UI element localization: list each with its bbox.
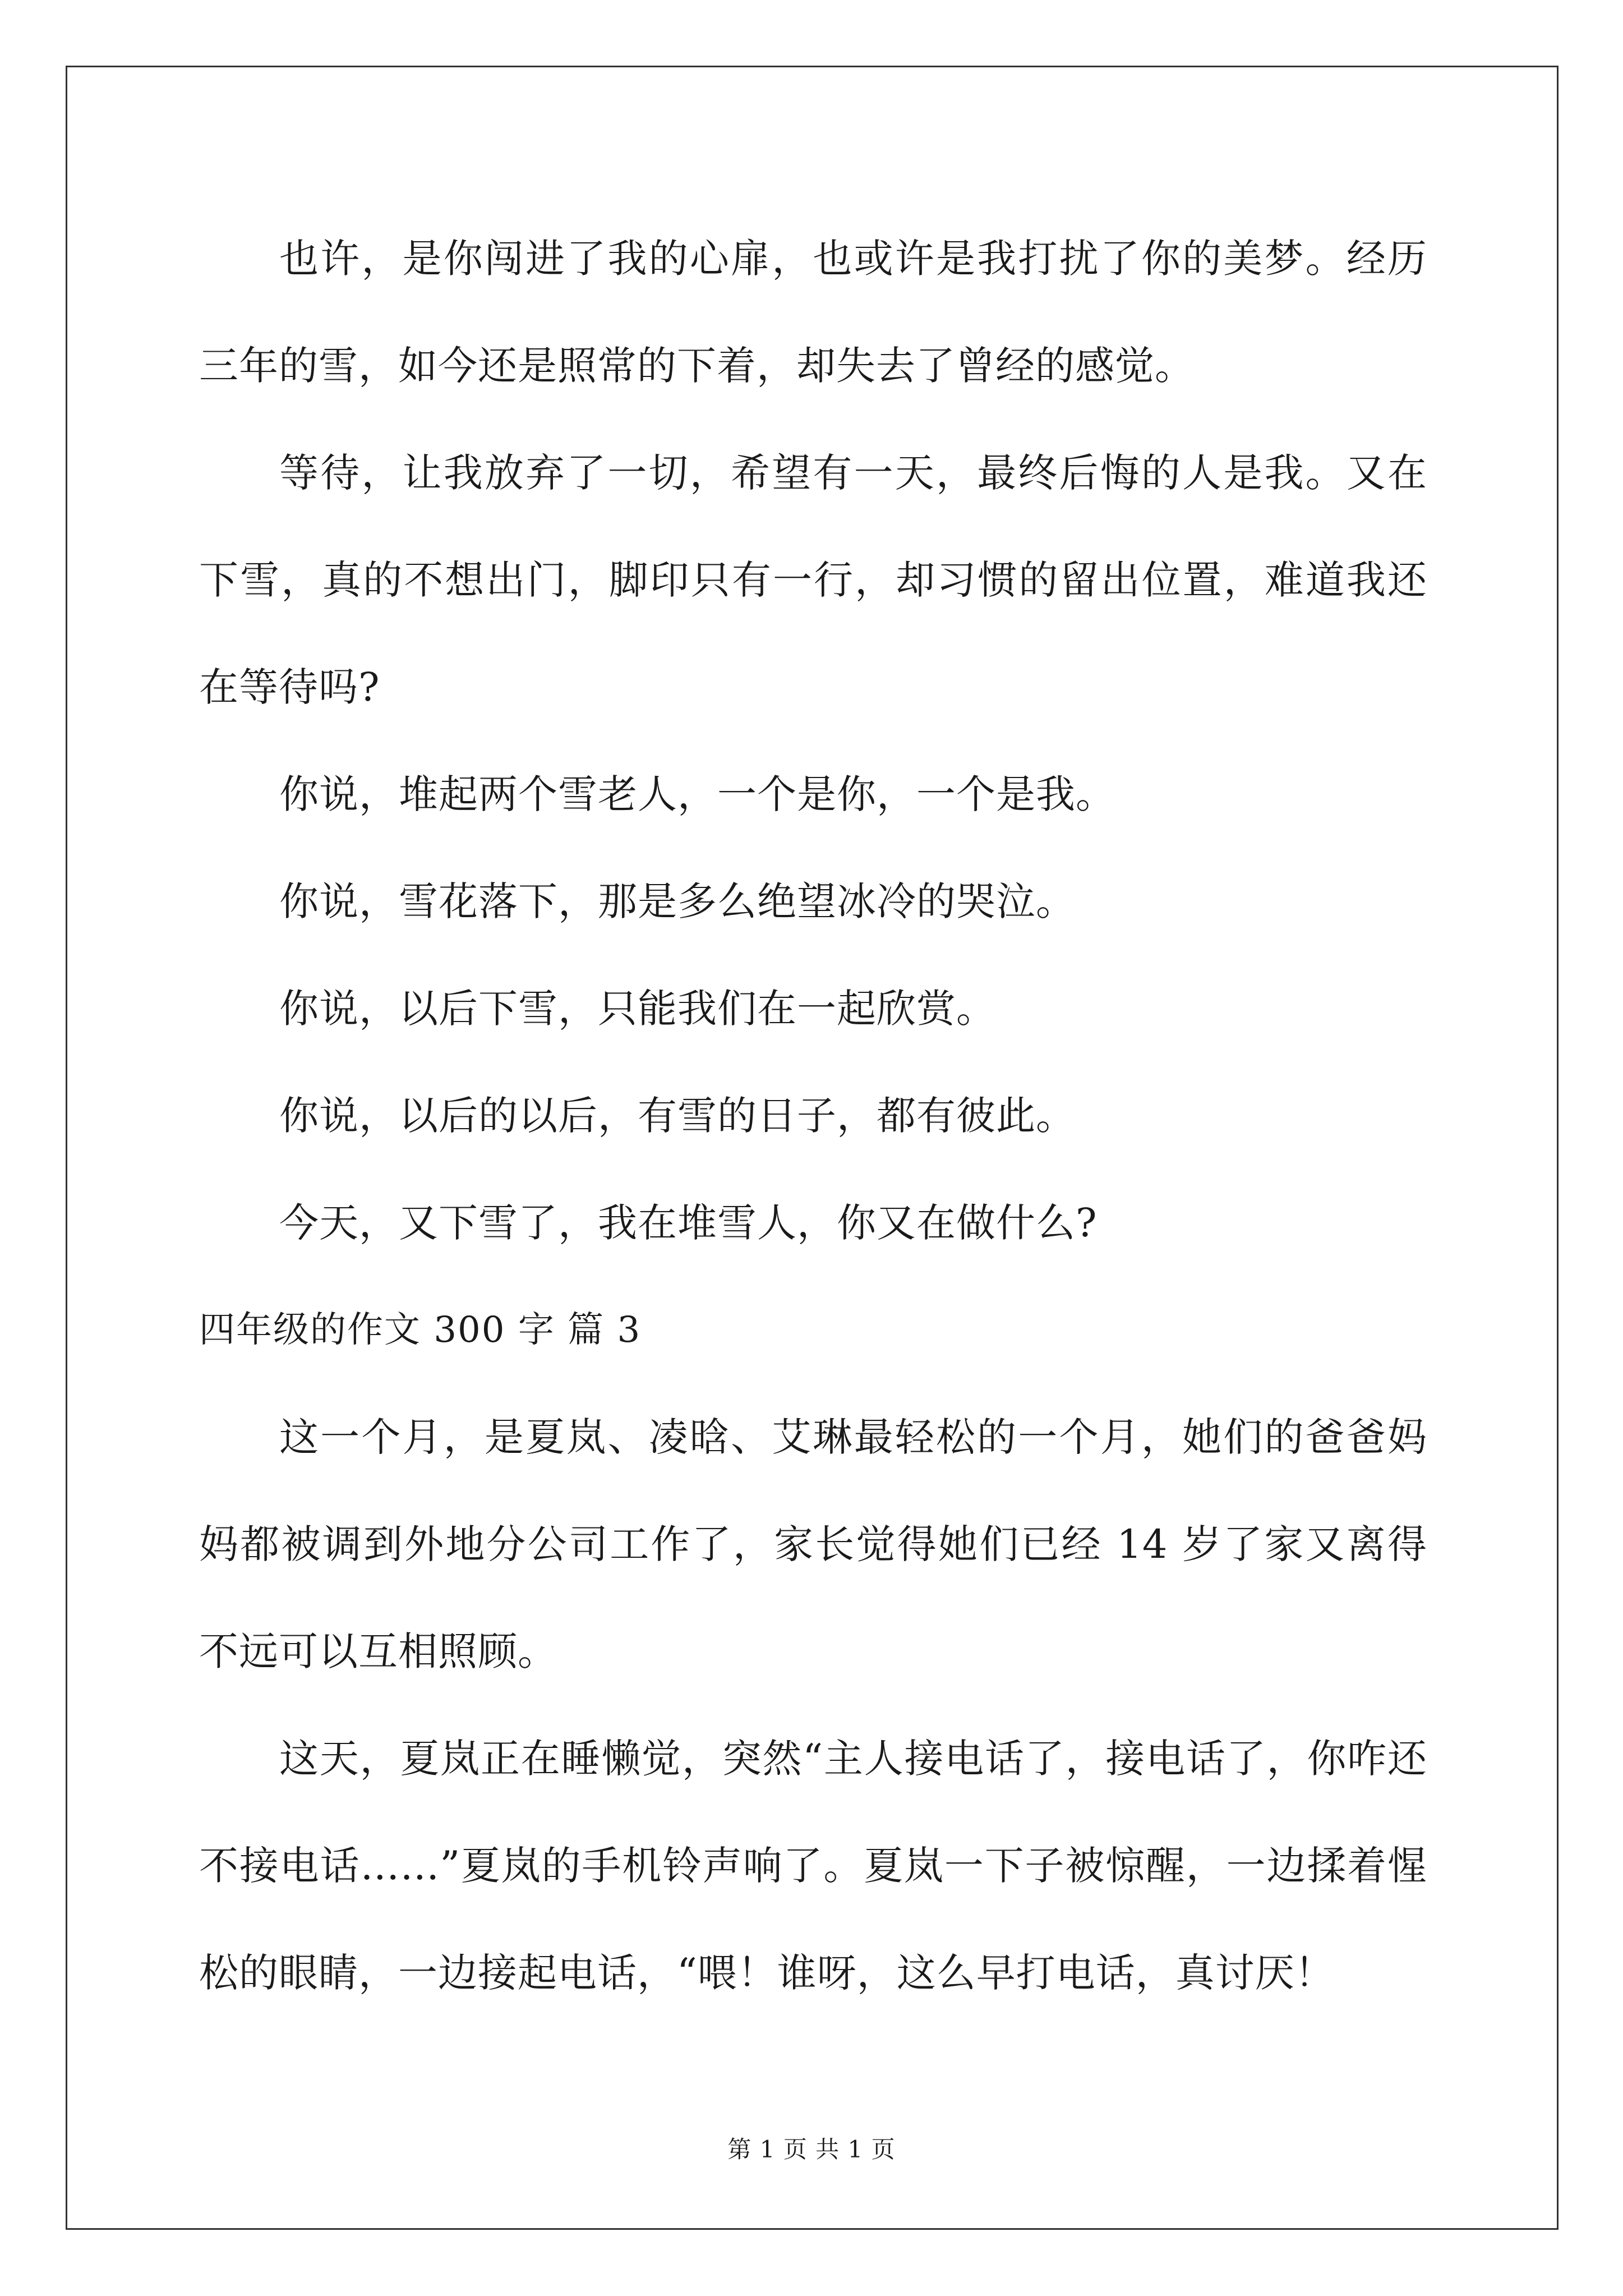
paragraph-2: 等待，让我放弃了一切，希望有一天，最终后悔的人是我。又在下雪，真的不想出门，脚印只有一行，却习惯的留出位置，难道我还在等待吗? [199,450,1427,710]
paragraph-7: 今天，又下雪了，我在堆雪人，你又在做什么? [279,1200,1098,1246]
paragraph-4: 你说，雪花落下，那是多么绝望冰冷的哭泣。 [279,878,1076,924]
paragraph-1: 也许，是你闯进了我的心扉，也或许是我打扰了你的美梦。经历三年的雪，如今还是照常的下着，却失去了曾经的感觉。 [199,236,1427,389]
paragraph-6: 你说，以后的以后，有雪的日子，都有彼此。 [279,1093,1076,1139]
paragraph-9: 这天，夏岚正在睡懒觉，突然“主人接电话了，接电话了，你咋还不接电话……”夏岚的手机铃声响了。夏岚一下子被惊醒，一边揉着惺松的眼睛，一边接起电话，“喂！谁呀，这么早打电话，真讨厌！ [199,1736,1427,1996]
page-footer: 第 1 页 共 1 页 [727,2136,896,2163]
section-heading: 四年级的作文 300 字 篇 3 [199,1309,642,1351]
paragraph-5: 你说，以后下雪，只能我们在一起欣赏。 [279,986,996,1032]
document-body [199,205,1427,2027]
paragraph-3: 你说，堆起两个雪老人，一个是你，一个是我。 [279,771,1115,817]
paragraph-8: 这一个月，是夏岚、凌晗、艾琳最轻松的一个月，她们的爸爸妈妈都被调到外地分公司工作了，家长觉得她们已经 14 岁了家又离得不远可以互相照顾。 [199,1414,1427,1674]
